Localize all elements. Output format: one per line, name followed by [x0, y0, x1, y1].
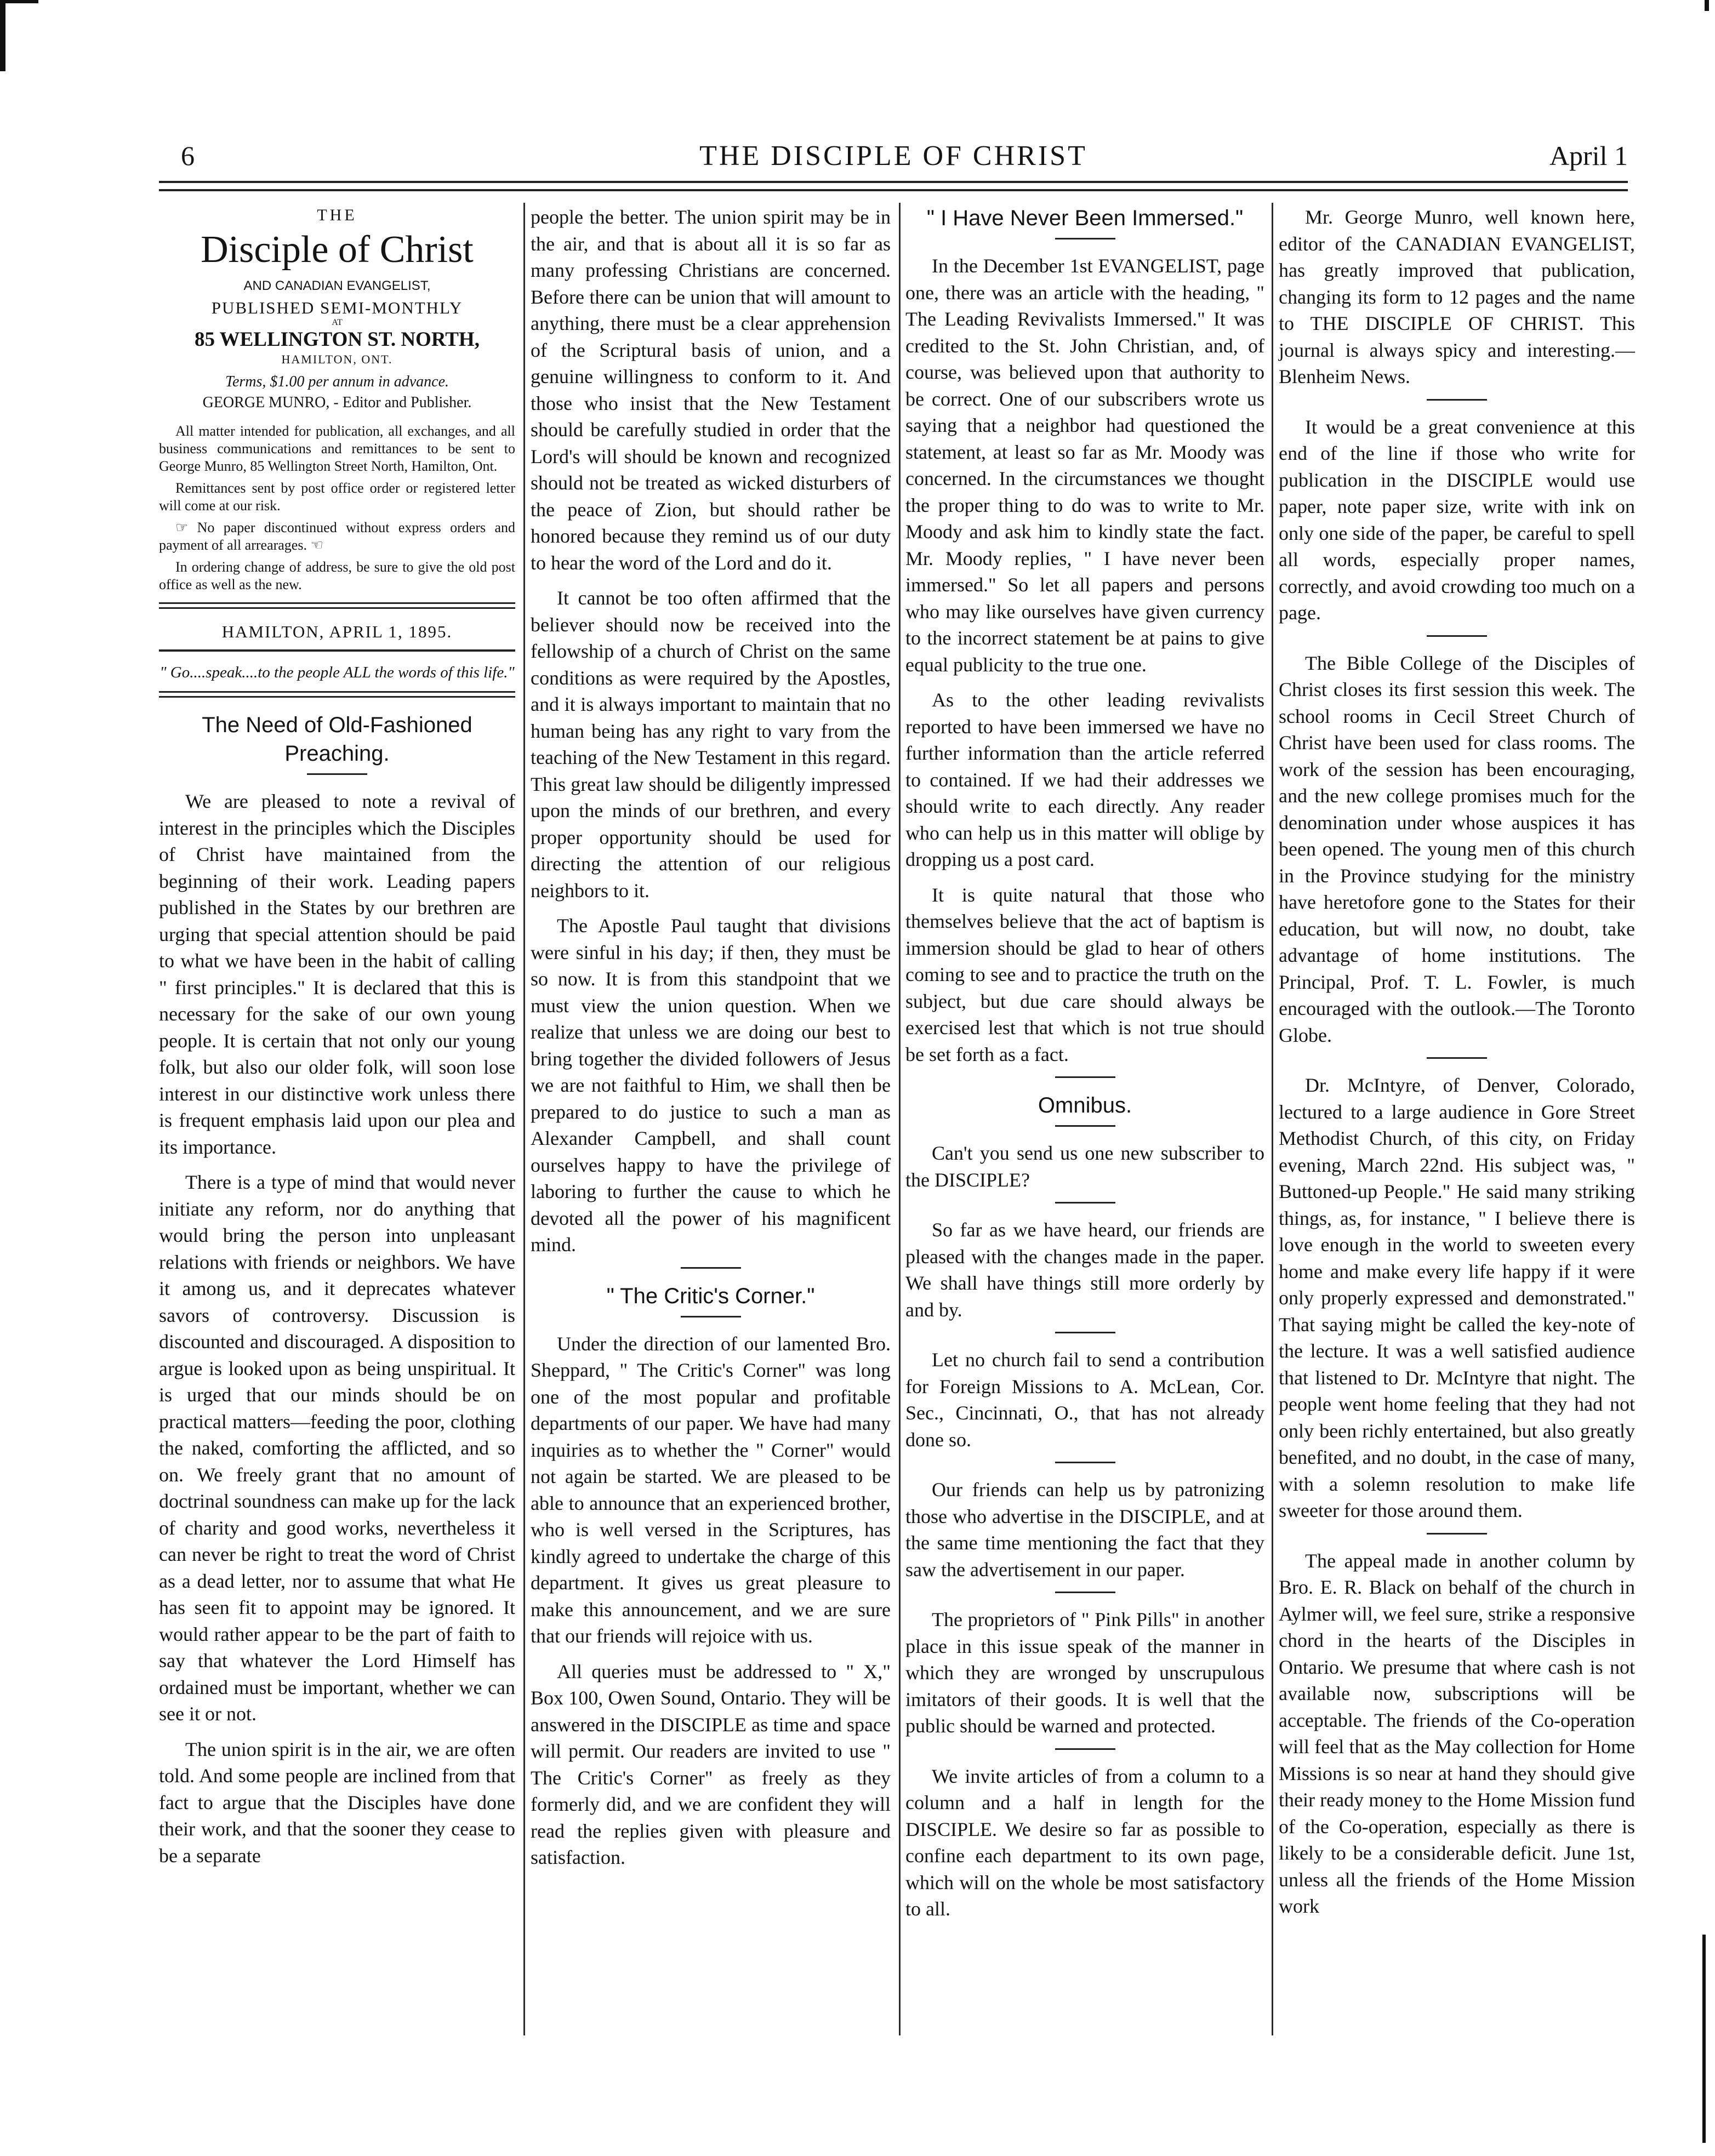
title-rule	[1055, 1125, 1115, 1127]
article-title: The Need of Old-Fashioned Preaching.	[202, 713, 472, 766]
masthead-terms: Terms, $1.00 per annum in advance.	[225, 373, 449, 390]
paragraph: Mr. George Munro, well known here, editor of the CANADIAN EVANGELIST, has greatly improved that publication, changing its form to 12 pages and the name to THE DISCIPLE OF CHRIST. This journal is always spicy and interesting.—Blenheim News.	[1279, 206, 1635, 387]
paragraph: It cannot be too often affirmed that the believer should now be received into the fellowship of a church of Christ on the same conditions as were required by the Apostles, and it is always important to maintain that no human being has any right to vary from the teaching of the New Testament in this regard. This great law should be diligently impressed upon the minds of our brethren, and every proper opportunity should be used for directing the attention of our religious neighbors to it.	[531, 587, 891, 902]
header-rule	[159, 181, 1628, 183]
running-header	[159, 140, 1628, 173]
double-rule	[159, 602, 515, 609]
column-1	[159, 204, 515, 1878]
item-rule	[1427, 1533, 1487, 1535]
notice: All matter intended for publication, all exchanges, and all business communications and remittances to be sent to George Munro, 85 Wellington Street North, Hamilton, Ont.	[159, 423, 515, 474]
section-rule	[681, 1267, 741, 1269]
item-rule	[1427, 399, 1487, 401]
paragraph: Dr. McIntyre, of Denver, Colorado, lectured to a large audience in Gore Street Methodist Church, of this city, on Friday evening, March 22nd. His subject was, " Buttoned-up People." He said many striking things, as, for instance, " I believe there is love enough in the world to sweeten every home and make every life happy if it were only properly expressed and demonstrated." That saying might be called the key-note of the lecture. It was a well satisfied audience that listened to Dr. McIntyre that night. The people went home feeling that they had not only been richly entertained, but also greatly benefited, and no doubt, in the case of many, with a solemn resolution to make life sweeter for those around them.	[1279, 1074, 1635, 1521]
notice: Remittances sent by post office order or registered letter will come at our risk.	[159, 480, 515, 514]
article-title: " The Critic's Corner."	[606, 1284, 815, 1308]
masthead-name: Disciple of Christ	[201, 229, 474, 271]
item-rule	[1427, 635, 1487, 637]
paragraph: The proprietors of " Pink Pills" in another place in this issue speak of the manner in which they are wronged by unscrupulous imitators of their goods. It is well that the public should be warned and protected.	[905, 1609, 1264, 1737]
scan-edge-mark	[1705, 0, 1709, 11]
paragraph: As to the other leading revivalists reported to have been immersed we have no further information than the article referred to contained. If we had their addresses we should write to each directly. Any reader who can help us in this matter will oblige by dropping us a post card.	[905, 689, 1264, 870]
paragraph: people the better. The union spirit may be in the air, and that is about all it is so far as many professing Christians are concerned. Before there can be union that will amount to anything, there must be a clear apprehension of the Scriptural basis of union, and a genuine willingness to conform to it. And those who insist that the New Testament should be carefully studied in order that the Lord's will should be known and recognized should not be treated as wicked disturbers of the peace of Zion, but should rather be honored because they remind us of our duty to hear the word of the Lord and do it.	[531, 206, 891, 574]
paragraph: The Bible College of the Disciples of Christ closes its first session this week. The school rooms in Cecil Street Church of Christ have been used for class rooms. The work of the session has been encouraging, and the new college promises much for the denomination under whose auspices it has been opened. The young men of this church in the Province studying for the ministry have heretofore gone to the States for their education, but will now, no doubt, take advantage of home institutions. The Principal, Prof. T. L. Fowler, is much encouraged with the outlook.—The Toronto Globe.	[1279, 652, 1635, 1046]
paragraph: We are pleased to note a revival of interest in the principles which the Disciples of Christ have maintained from the beginning of their work. Leading papers published in the States by our brethren are urging that special attention should be paid to what we have been in the habit of calling " first principles." It is declared that this is necessary for the sake of our own young people. It is certain that not only our young folk, but also our older folk, will soon lose interest in our distinctive work unless there is frequent emphasis laid upon our plea and its importance.	[159, 790, 515, 1158]
paragraph: It would be a great convenience at this end of the line if those who write for publication in the DISCIPLE would use paper, note paper size, write with ink on only one side of the paper, be careful to spell all words, especially proper names, correctly, and avoid crowding too much on a page.	[1279, 415, 1635, 624]
section-rule	[1055, 1076, 1115, 1078]
paragraph: Let no church fail to send a contribution for Foreign Missions to A. McLean, Cor. Sec., Cincinnati, O., that has not already done so.	[905, 1349, 1264, 1451]
paragraph: The union spirit is in the air, we are often told. And some people are inclined from that fact to argue that the Disciples have done their work, and that the sooner they cease to be a separate	[159, 1738, 515, 1867]
title-rule	[681, 1316, 741, 1317]
item-rule	[1055, 1592, 1115, 1593]
paragraph: So far as we have heard, our friends are pleased with the changes made in the paper. We shall have things still more orderly by and by.	[905, 1219, 1264, 1321]
paragraph: Under the direction of our lamented Bro. Sheppard, " The Critic's Corner" was long one of the most popular and profitable departments of our paper. We have had many inquiries as to whether the " Corner" would not again be started. We are pleased to be able to announce that an experienced brother, who is well versed in the Scriptures, has kindly agreed to undertake the charge of this department. It gives us great pleasure to make this announcement, and we are sure that our friends will rejoice with us.	[531, 1332, 891, 1647]
rule	[159, 649, 515, 652]
masthead-editor: GEORGE MUNRO, - Editor and Publisher.	[202, 394, 472, 411]
item-rule	[1055, 1202, 1115, 1204]
column-rule	[523, 203, 525, 2035]
issue-date: April 1	[1549, 140, 1628, 171]
dateline: HAMILTON, APRIL 1, 1895.	[221, 622, 453, 641]
item-rule	[1427, 1057, 1487, 1059]
column-rule	[1272, 203, 1273, 2035]
paragraph: We invite articles of from a column to a column and a half in length for the DISCIPLE. We desire so far as possible to confine each department to its own page, which will on the whole be most satisfactory to all.	[905, 1765, 1264, 1920]
column-4	[1279, 204, 1635, 1929]
item-rule	[1055, 1332, 1115, 1333]
masthead-city: HAMILTON, ONT.	[281, 352, 393, 366]
article-title: Omnibus.	[1038, 1093, 1132, 1117]
paragraph: In the December 1st EVANGELIST, page one, there was an article with the heading, " The Leading Revivalists Immersed." It was credited to the St. John Christian, and, of course, was believed upon that authority to be correct. One of our subscribers wrote us saying that a neighbor had questioned the statement, at least so far as Mr. Moody was concerned. In the circumstances we thought the proper thing to do was to write to Mr. Moody and ask him to kindly state the fact. Mr. Moody replies, " I have never been immersed." So let all papers and persons who may like ourselves have given currency to the incorrect statement be at pains to give equal publicity to the true one.	[905, 255, 1264, 676]
double-rule	[159, 691, 515, 698]
masthead-published: PUBLISHED SEMI-MONTHLY	[211, 298, 463, 317]
motto: " Go....speak....to the people ALL the words of this life."	[159, 664, 515, 681]
title-rule	[307, 773, 367, 775]
article-title: " I Have Never Been Immersed."	[926, 206, 1244, 230]
page-number: 6	[181, 140, 195, 171]
masthead-at: AT	[332, 318, 343, 327]
header-rule	[159, 189, 1628, 191]
scan-edge-mark	[1702, 1935, 1706, 2143]
scan-edge-mark	[0, 0, 38, 3]
masthead-subtitle: AND CANADIAN EVANGELIST,	[243, 278, 431, 293]
paragraph: It is quite natural that those who themselves believe that the act of baptism is immersion should be glad to hear of others coming to see and to practice the truth on the subject, but due care should always be exercised lest that which is not true should be set forth as a fact.	[905, 883, 1264, 1065]
title-rule	[1055, 238, 1115, 239]
masthead-the: THE	[317, 206, 357, 224]
notice: ☞ No paper discontinued without express orders and payment of all arrearages. ☜	[159, 520, 515, 553]
item-rule	[1055, 1462, 1115, 1463]
publication-title: THE DISCIPLE OF CHRIST	[699, 140, 1087, 172]
column-rule	[899, 203, 901, 2035]
paragraph: The appeal made in another column by Bro. E. R. Black on behalf of the church in Aylmer will, we feel sure, strike a responsive chord in the hearts of the Disciples in Ontario. We presume that where cash is not available now, subscriptions will be acceptable. The friends of the Co-operation will feel that as the May collection for Home Missions is so near at hand they should give their ready money to the Home Mission fund of the Co-operation, especially as there is likely to be a considerable deficit. June 1st, unless all the friends of the Home Mission work	[1279, 1549, 1635, 1917]
masthead-address: 85 WELLINGTON ST. NORTH,	[195, 328, 480, 351]
paragraph: Can't you send us one new subscriber to the DISCIPLE?	[905, 1142, 1264, 1191]
item-rule	[1055, 1748, 1115, 1750]
column-2	[531, 204, 891, 1880]
column-3	[905, 204, 1264, 1931]
notice: In ordering change of address, be sure to give the old post office as well as the new.	[159, 559, 515, 592]
paragraph: Our friends can help us by patronizing those who advertise in the DISCIPLE, and at the same time mentioning the fact that they saw the advertisement in our paper.	[905, 1479, 1264, 1581]
paragraph: There is a type of mind that would never initiate any reform, nor do anything that would bring the person into unpleasant relations with friends or neighbors. We have it among us, and it deprecates whatever savors of controversy. Discussion is discounted and discouraged. A disposition to argue is looked upon as being unspiritual. It is urged that our minds should be on practical matters—feeding the poor, clothing the naked, comforting the afflicted, and so on. We freely grant that no amount of doctrinal soundness can make up for the lack of charity and good works, nevertheless it can never be right to treat the word of Christ as a dead letter, nor to assume that what He has seen fit to appoint may be ignored. It would rather appear to be the part of faith to say that whatever the Lord Himself has ordained must be important, whether we can see it or not.	[159, 1171, 515, 1725]
paragraph: All queries must be addressed to " X," Box 100, Owen Sound, Ontario. They will be answered in the DISCIPLE as time and space will permit. Our readers are invited to use " The Critic's Corner" as freely as they formerly did, and we are confident they will read the replies given with pleasure and satisfaction.	[531, 1660, 891, 1868]
scan-edge-mark	[0, 0, 5, 71]
paragraph: The Apostle Paul taught that divisions were sinful in his day; if then, they must be so now. It is from this standpoint that we must view the union question. When we realize that unless we are doing our best to bring together the divided followers of Jesus we are not faithful to Him, we shall then be prepared to do justice to such a man as Alexander Campbell, and shall count ourselves happy to have the privilege of laboring to further the cause to which he devoted all the power of his magnificent mind.	[531, 915, 891, 1256]
